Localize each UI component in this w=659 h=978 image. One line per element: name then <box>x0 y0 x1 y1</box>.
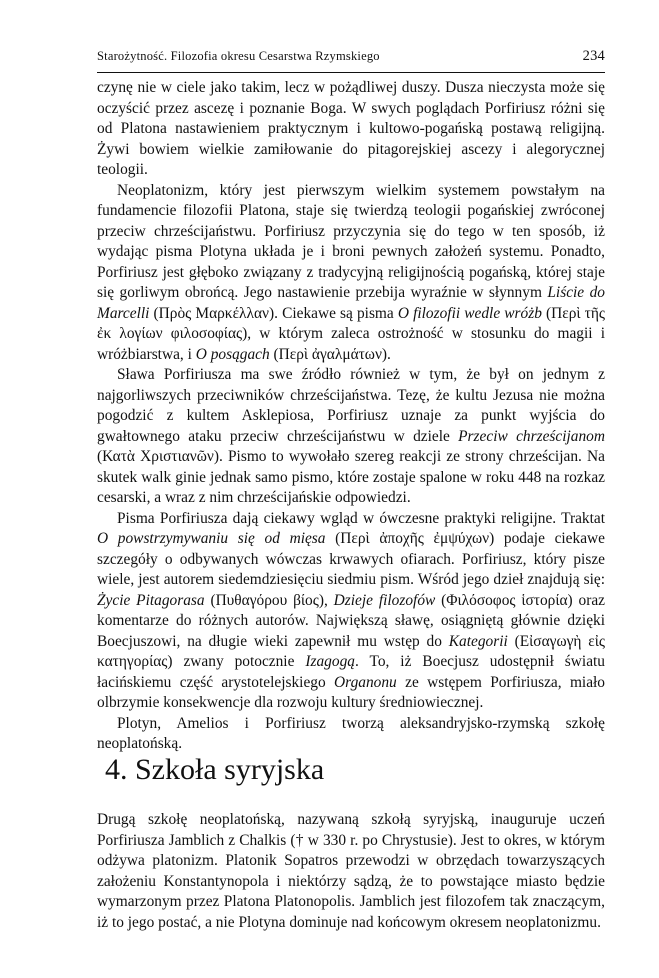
italic-title: O posągach <box>195 345 270 363</box>
running-title: Starożytność. Filozofia okresu Cesarstwa Rzymskiego <box>97 49 380 63</box>
paragraph-1 <box>97 78 605 181</box>
italic-title: O powstrzymywaniu się od mięsa <box>97 530 326 547</box>
paragraph-2 <box>97 181 605 366</box>
italic-title: Kategorii <box>448 632 508 650</box>
italic-title: Życie Pitagorasa <box>97 591 205 609</box>
paragraph-5 <box>97 714 605 755</box>
italic-title: Izagogą <box>305 653 355 670</box>
text-run: czynę nie w ciele jako takim, lecz w pożądliwej duszy. Dusza nieczysta może się oczyścić przez ascezę i poznanie Boga. W swych poglądach Porfiriusz różni się od Platona nastawieniem praktycznym i kultowo-pogańską postawą religijną. Żywi bowiem wielkie zamiłowanie do pitagorejskiej ascezy i alegorycznej teologii. <box>97 79 605 178</box>
text-run: (Κατὰ Χριστιανῶν). Pismo to wywołało szereg reakcji ze strony chrześcijan. Na skutek walk ginie jednak samo pismo, które zostaje spalone w roku 448 na rozkaz cesarski, a wraz z nim chrześcijańskie odpowiedzi. <box>97 448 605 506</box>
paragraph-4 <box>97 509 605 714</box>
italic-title: Organonu <box>334 673 397 691</box>
running-header <box>97 48 605 65</box>
text-run: ze wstępem Porfiriusza, miało olbrzymie konsekwencje dla rozwoju kultury średniowiecznej. <box>97 673 605 711</box>
text-run: Neoplatonizm, który jest pierwszym wielkim systemem powstałym na fundamencie filozofii Platona, staje się twierdzą teologii pogańskiej zwróconej przeciw chrześcijaństwu. Porfiriusz przyczynia się do tego w ten sposób, iż wydając pisma Plotyna układa je i broni pewnych założeń systemu. Ponadto, Porfiriusz jest głęboko związany z tradycyjną religijnością pogańską, której staje się gorliwym obrońcą. Jego nastawienie przebija wyraźnie w słynnym <box>97 181 605 301</box>
text-run: (Φιλόσοφος ἱστορία) oraz komentarze do różnych autorów. Największą sławę, osiągniętą głównie dzięki Boecjuszowi, na długie wieki zapewnił mu wstęp do <box>97 591 605 650</box>
page-number: 234 <box>582 48 605 64</box>
section-text <box>97 810 605 933</box>
text-run: Sława Porfiriusza ma swe źródło również w tym, że był on jednym z najgorliwszych przeciwników chrześcijaństwa. Tezę, że kultu Jezusa nie można pogodzić z kultem Asklepiosa, Porfiriusz uznaje za punkt wyjścia do gwałtownego ataku przeciw chrześcijaństwu w dziele <box>97 366 605 445</box>
paragraph-3 <box>97 365 605 509</box>
section-paragraph: Drugą szkołę neoplatońską, nazywaną szkołą syryjską, inauguruje uczeń Porfiriusza Jamblich z Chalkis († w 330 r. po Chrystusie). Jest to okres, w którym odżywa platonizm. Platonik Sopatros przewodzi w obrzędach towarzyszących założeniu Konstantynopola i niektórzy sądzą, że to powstające miasto będzie wymarzonym przez Platona Platonopolis. Jamblich jest filozofem tak znaczącym, iż to jego postać, a nie Plotyna dominuje nad końcowym okresem neoplatonizmu. <box>97 811 605 931</box>
text-run: (Περὶ ἀγαλμάτων). <box>269 345 391 363</box>
italic-title: Dzieje filozofów <box>333 591 436 609</box>
text-run: (Περὶ ἀποχῆς ἐμψύχων) podaje ciekawe szczegóły o odbywanych wówczas krwawych ofiarach. Porfiriusz, który pisze wiele, jest autorem siedemdziesięciu siedmiu pism. Wśród jego dzieł znajdują się: <box>97 530 605 588</box>
text-run: . To, iż Boecjusz udostępnił światu łacińskiemu część arystotelejskiego <box>97 653 605 691</box>
text-run: Plotyn, Amelios i Porfiriusz tworzą aleksandryjsko-rzymską szkołę neoplatońską. <box>97 714 605 752</box>
italic-title: Liście do Marcelli <box>97 284 605 322</box>
italic-title: Przeciw chrześcijanom <box>458 427 605 445</box>
italic-title: O filozofii wedle wróżb <box>397 304 542 322</box>
header-rule <box>97 72 605 73</box>
text-run: (Περὶ τῆς ἐκ λογίων φιλοσοφίας), w którym zaleca ostrożność w stosunku do magii i wróżbiarstwa, i <box>97 304 605 363</box>
text-run: Pisma Porfiriusza dają ciekawy wgląd w ówczesne praktyki religijne. Traktat <box>117 509 605 527</box>
main-text <box>97 78 605 755</box>
text-run: (Πυθαγόρου βίος), <box>204 591 334 609</box>
text-run: (Εἰσαγωγὴ εἰς κατηγορίας) zwany potocznie <box>97 632 605 670</box>
text-run: (Πρὸς Μαρκέλλαν). Ciekawe są pisma <box>149 304 398 322</box>
section-heading: 4. Szkoła syryjska <box>105 753 325 786</box>
